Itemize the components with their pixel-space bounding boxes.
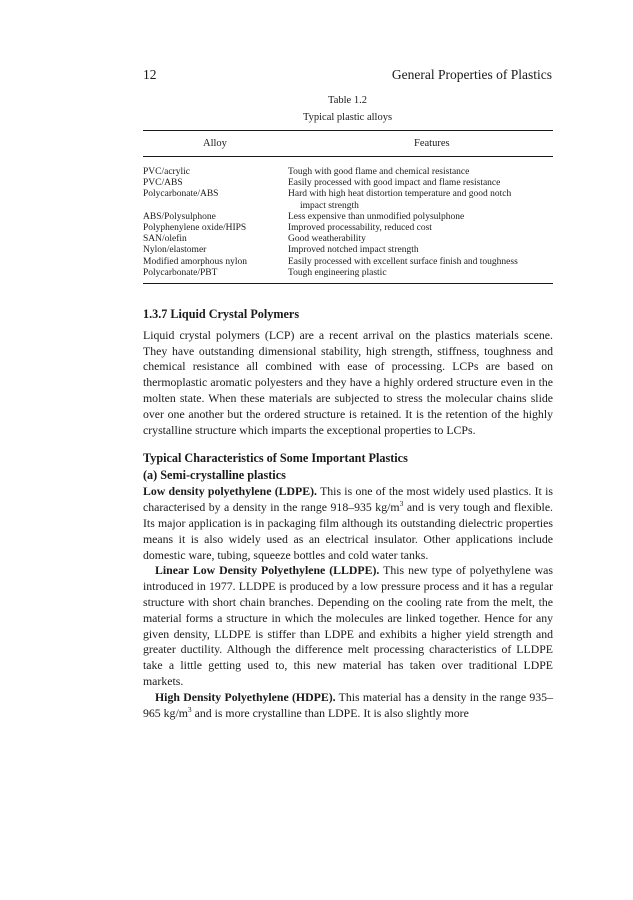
features-cell: Hard with high heat distortion temperature and good notch xyxy=(288,189,512,200)
features-cell: Easily processed with excellent surface finish and toughness xyxy=(288,256,518,267)
table-row xyxy=(143,245,553,256)
hdpe-paragraph xyxy=(143,690,553,722)
column-header-features: Features xyxy=(414,138,450,149)
hdpe-superscript: 3 xyxy=(187,704,192,714)
table-row xyxy=(143,167,553,178)
alloy-cell: Modified amorphous nylon xyxy=(143,256,247,267)
lldpe-paragraph xyxy=(143,563,553,689)
body-text xyxy=(143,307,553,721)
ldpe-text-b: and is very tough and flexible. Its major application is in packaging film although its outstanding dielectric properties means it is also widely used as an electrical insulator. Other applications include domestic ware, tubing, squeeze bottles and cold water tanks. xyxy=(143,500,554,562)
table-top-rule xyxy=(143,130,553,131)
alloy-cell: ABS/Polysulphone xyxy=(143,211,216,222)
alloy-cell: PVC/acrylic xyxy=(143,167,190,177)
table-row xyxy=(143,268,553,279)
features-cell: Good weatherability xyxy=(288,234,366,245)
page-number: 12 xyxy=(143,67,157,82)
alloy-cell xyxy=(143,201,288,212)
features-cell: Tough with good flame and chemical resistance xyxy=(288,167,470,177)
characteristics-heading: Typical Characteristics of Some Important Plastics xyxy=(143,451,408,466)
semi-crystalline-subheading: (a) Semi-crystalline plastics xyxy=(143,468,286,483)
features-cell: Tough engineering plastic xyxy=(288,267,387,278)
lldpe-text: This new type of polyethylene was introduced in 1977. LLDPE is produced by a low pressure process and it has a regular structure with short chain branches. Depending on the cooling rate from the melt, the material forms a structure in which the molecules are linked together. Hence for any given density, LLDPE is stiffer than LDPE and exhibits a higher yield strength and greater ductility. Although the difference melt processing characteristics of LLDPE take a little getting used to, this new material has taken over traditional LDPE markets. xyxy=(143,563,553,688)
features-cell: Less expensive than unmodified polysulphone xyxy=(288,211,465,222)
table-row xyxy=(143,178,553,189)
table-body xyxy=(143,167,553,279)
features-cell: Improved processability, reduced cost xyxy=(288,223,432,234)
table-row xyxy=(143,257,553,268)
alloy-cell: Polycarbonate/ABS xyxy=(143,189,219,200)
ldpe-term: Low density polyethylene (LDPE). xyxy=(143,484,317,499)
column-header-alloy: Alloy xyxy=(203,138,227,149)
table-row xyxy=(143,234,553,245)
page-header xyxy=(143,67,552,85)
alloy-cell: Polycarbonate/PBT xyxy=(143,267,218,278)
hdpe-text-a: This material has a density in the range 935–965 kg/m xyxy=(143,689,553,720)
table-title: Typical plastic alloys xyxy=(302,112,393,123)
alloy-cell: PVC/ABS xyxy=(143,178,183,189)
alloy-cell: Nylon/elastomer xyxy=(143,245,207,256)
ldpe-text-a: This is one of the most widely used plastics. It is characterised by a density in the range 918–935 kg/m xyxy=(143,484,553,515)
features-cell: Improved notched impact strength xyxy=(288,245,419,256)
table-row xyxy=(143,201,553,212)
hdpe-text-b: and is more crystalline than LDPE. It is also slightly more xyxy=(194,705,469,720)
table-bottom-rule xyxy=(143,283,553,284)
alloy-cell: Polyphenylene oxide/HIPS xyxy=(143,223,247,234)
table-label: Table 1.2 xyxy=(328,95,367,106)
running-title: General Properties of Plastics xyxy=(391,67,552,82)
features-cell: impact strength xyxy=(300,200,359,211)
table-row xyxy=(143,212,553,223)
features-cell: Easily processed with good impact and flame resistance xyxy=(288,178,501,189)
lcp-paragraph: Liquid crystal polymers (LCP) are a recent arrival on the plastics materials scene. They have outstanding dimensional stability, high strength, stiffness, toughness and chemical resistance all combined with ease of processing. LCPs are based on thermoplastic aromatic polyesters and they have a highly ordered structure even in the molten state. When these materials are subjected to stress the molecular chains slide over one another but the ordered structure is retained. It is the retention of the highly crystalline structure which imparts the exceptional properties to LCPs. xyxy=(143,327,553,437)
section-heading: 1.3.7 Liquid Crystal Polymers xyxy=(143,307,300,321)
table-header-rule xyxy=(143,156,553,157)
ldpe-paragraph xyxy=(143,484,553,563)
alloy-cell: SAN/olefin xyxy=(143,234,187,245)
hdpe-term: High Density Polyethylene (HDPE). xyxy=(155,689,336,704)
table-row xyxy=(143,189,553,200)
table-row xyxy=(143,223,553,234)
lldpe-term: Linear Low Density Polyethylene (LLDPE). xyxy=(155,563,380,578)
ldpe-superscript: 3 xyxy=(399,499,404,509)
